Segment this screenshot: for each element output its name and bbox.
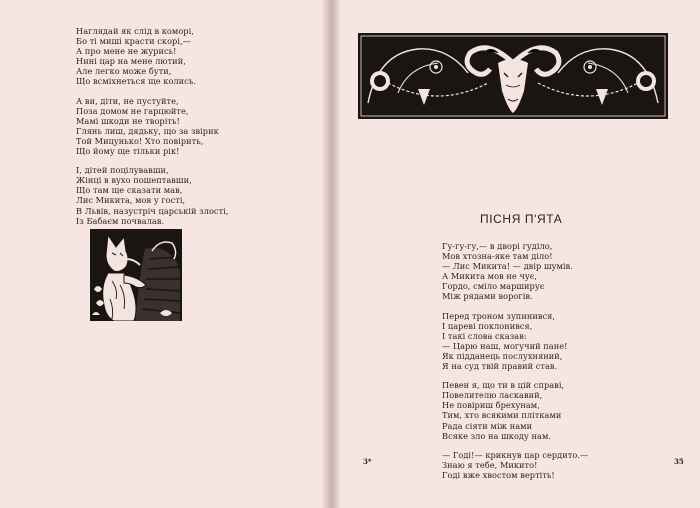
verse-line: Що там ще сказати мав,: [76, 185, 183, 196]
song-title: ПІСНЯ П'ЯТА: [480, 212, 563, 226]
fox-illustration: [90, 229, 182, 321]
verse-line: В Львів, назустріч царській злості,: [76, 205, 229, 216]
left-stanza-3: [76, 165, 228, 226]
verse-line: Перед троном зупинився,: [442, 310, 555, 321]
page-number: 35: [674, 457, 684, 466]
verse-line: А про мене не журись!: [76, 46, 177, 57]
right-stanza-2: [442, 311, 588, 372]
verse-line: Мов хтозна-яке там діло!: [442, 251, 553, 262]
verse-line: Тим, хто всякими плітками: [442, 410, 562, 421]
verse-line: Поза домом не гарцюйте,: [76, 105, 189, 116]
verse-line: — Царю наш, могучий пане!: [442, 340, 568, 351]
verse-line: Наглядай як слід в коморі,: [76, 26, 194, 36]
verse-line: І цареві поклонився,: [442, 320, 533, 331]
verse-line: Як підданець послухняний,: [442, 350, 563, 361]
verse-line: Той Мицунько! Хто повірить,: [76, 135, 204, 146]
verse-line: Що всміхнеться ще колись.: [76, 76, 196, 87]
signature-mark: 3*: [363, 457, 372, 466]
verse-line: Не повіриш брехунам,: [442, 400, 540, 411]
verse-line: Я на суд твій правий став.: [442, 361, 558, 372]
left-stanza-1: [76, 26, 228, 87]
left-verse: [76, 26, 228, 235]
verse-line: Мамі шкоди не творіть!: [76, 115, 180, 126]
verse-line: Гу-гу-гу,— в дворі гуділо,: [442, 241, 553, 251]
verse-line: — Лис Микита! — двір шумів.: [442, 261, 573, 272]
verse-line: А Микита мов не чує,: [442, 271, 538, 282]
verse-line: Бо ті миші красти скорі,—: [76, 36, 191, 47]
right-verse: [442, 241, 588, 489]
left-stanza-2: [76, 96, 228, 157]
verse-line: І такі слова сказав:: [442, 330, 527, 341]
verse-line: Рада сіяти між нами: [442, 420, 533, 431]
verse-line: Глянь лиш, дядьку, що за звірик: [76, 125, 219, 136]
verse-line: Годі вже хвостом вертіть!: [442, 469, 555, 480]
verse-line: — Годі!— крикнув цар сердито.—: [442, 449, 589, 460]
verse-line: Жінці в вухо пошептавши,: [76, 175, 192, 186]
verse-line: І, дітей поцілувавши,: [76, 165, 169, 176]
verse-line: Нині цар на мене лютий,: [76, 56, 186, 67]
book-gutter: [322, 0, 340, 508]
verse-line: Із Бабаєм почвалав.: [76, 215, 165, 226]
right-stanza-1: [442, 241, 588, 302]
verse-line: Але легко може бути,: [76, 66, 172, 77]
verse-line: А ви, діти, не пустуйте,: [76, 95, 179, 106]
ram-head-ornament: [358, 33, 668, 119]
verse-line: Знаю я тебе, Микито!: [442, 459, 538, 470]
right-stanza-4: [442, 450, 588, 480]
verse-line: Певен я, що ти в цій справі,: [442, 380, 565, 391]
verse-line: Між рядами ворогів.: [442, 291, 533, 302]
verse-line: Що йому ще тільки рік!: [76, 146, 180, 157]
verse-line: Гордо, сміло марширує: [442, 281, 545, 292]
verse-line: Повелителю ласкавий,: [442, 390, 543, 401]
verse-line: Всяке зло на шкоду нам.: [442, 430, 552, 441]
verse-line: Лис Микита, мов у гості,: [76, 195, 186, 206]
right-stanza-3: [442, 380, 588, 441]
